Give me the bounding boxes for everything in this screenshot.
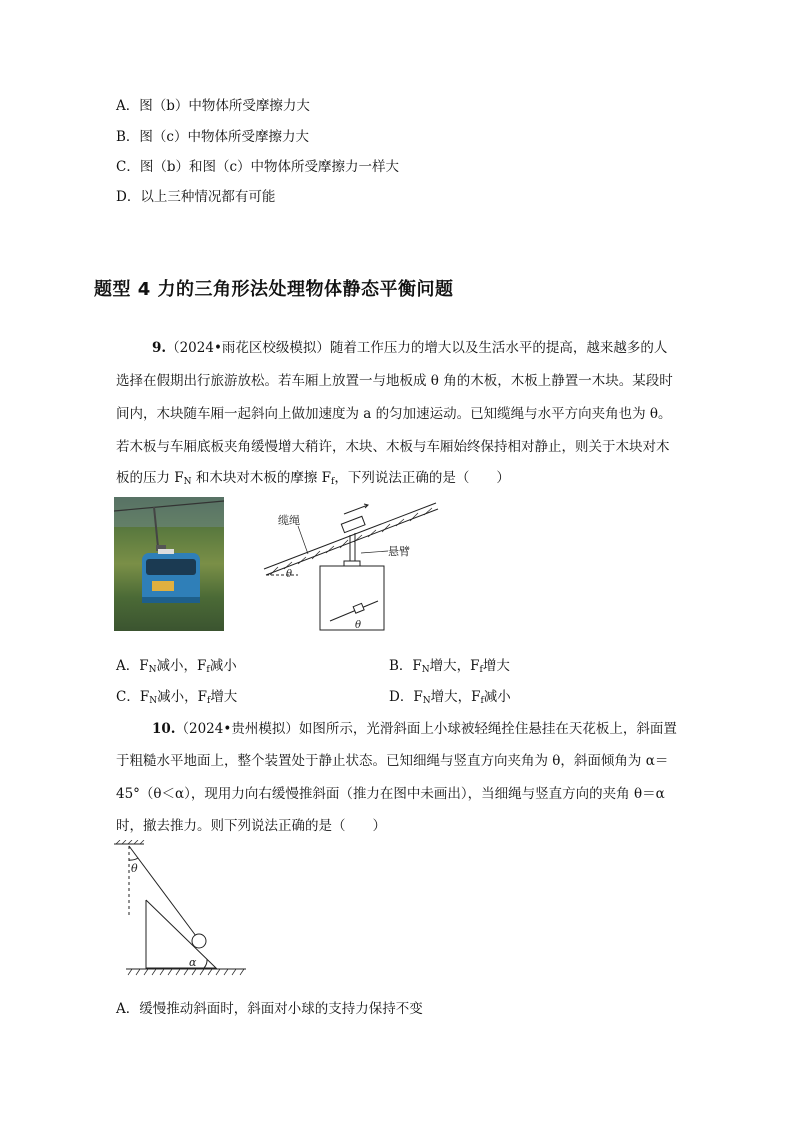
prev-option-b: B．图（c）中物体所受摩擦力大 xyxy=(116,129,309,145)
q10-line-4: 时，撤去推力。则下列说法正确的是（ ） xyxy=(116,818,386,834)
q9-line-1 xyxy=(152,332,667,365)
q9-line-5-a: 板的压力 F xyxy=(116,470,184,486)
q10-theta-label: θ xyxy=(131,862,138,875)
q9-theta-label-2: θ xyxy=(355,620,362,631)
q10-number: 10. xyxy=(152,721,176,737)
q9-line-1-text: （2024•雨花区校级模拟）随着工作压力的增大以及生活水平的提高，越来越多的人 xyxy=(166,340,668,356)
q9-line-4: 若木板与车厢底板夹角缓慢增大稍许，木块、木板与车厢始终保持相对静止，则关于木块对木 xyxy=(116,439,670,455)
q10-alpha-label: α xyxy=(189,956,197,969)
q9-option-a[interactable]: A．$F_N$减小，$F_f$减小 xyxy=(116,658,237,675)
q10-line-1-text: （2024•贵州模拟）如图所示，光滑斜面上小球被轻绳拴住悬挂在天花板上，斜面置 xyxy=(175,721,677,737)
q9-line-5-c: ，下列说法正确的是（ ） xyxy=(334,470,510,486)
prev-option-d: D．以上三种情况都有可能 xyxy=(116,189,276,205)
q9-sub-f: f xyxy=(331,477,335,487)
q9-theta-label-1: θ xyxy=(286,569,293,580)
q10-line-3: 45°（θ＜α），现用力向右缓慢推斜面（推力在图中未画出），当细绳与竖直方向的夹角 θ＝α xyxy=(116,786,665,802)
cable-label: 缆绳 xyxy=(278,514,300,527)
q9-line-2: 选择在假期出行旅游放松。若车厢上放置一与地板成 θ 角的木板，木板上静置一木块。某段时 xyxy=(116,373,673,389)
q9-line-5 xyxy=(116,462,510,499)
q10-line-1 xyxy=(152,713,677,746)
q9-option-b[interactable]: B．$F_N$增大，$F_f$增大 xyxy=(389,658,510,675)
q9-line-3: 间内，木块随车厢一起斜向上做加速度为 a 的匀加速运动。已知缆绳与水平方向夹角也为 θ。 xyxy=(116,406,672,422)
prev-option-a: A．图（b）中物体所受摩擦力大 xyxy=(116,98,310,114)
prev-option-c: C．图（b）和图（c）中物体所受摩擦力一样大 xyxy=(116,159,400,175)
q9-option-d[interactable]: D．$F_N$增大，$F_f$减小 xyxy=(389,689,511,706)
q10-option-a[interactable]: A．缓慢推动斜面时，斜面对小球的支持力保持不变 xyxy=(116,1001,423,1017)
q9-option-c[interactable]: C．$F_N$减小，$F_f$增大 xyxy=(116,689,238,706)
q9-number: 9. xyxy=(152,340,167,356)
q9-sub-n: N xyxy=(183,477,192,487)
section-heading: 题型 4 力的三角形法处理物体静态平衡问题 xyxy=(94,279,454,300)
cable-car-photo xyxy=(114,497,224,631)
q9-line-5-b: 和木块对木板的摩擦 F xyxy=(191,470,331,486)
arm-label: 悬臂 xyxy=(388,545,410,558)
q10-line-2: 于粗糙水平地面上，整个装置处于静止状态。已知细绳与竖直方向夹角为 θ，斜面倾角为 α＝ xyxy=(116,753,669,769)
q10-incline-diagram xyxy=(112,840,252,980)
q9-incline-diagram xyxy=(258,497,448,632)
